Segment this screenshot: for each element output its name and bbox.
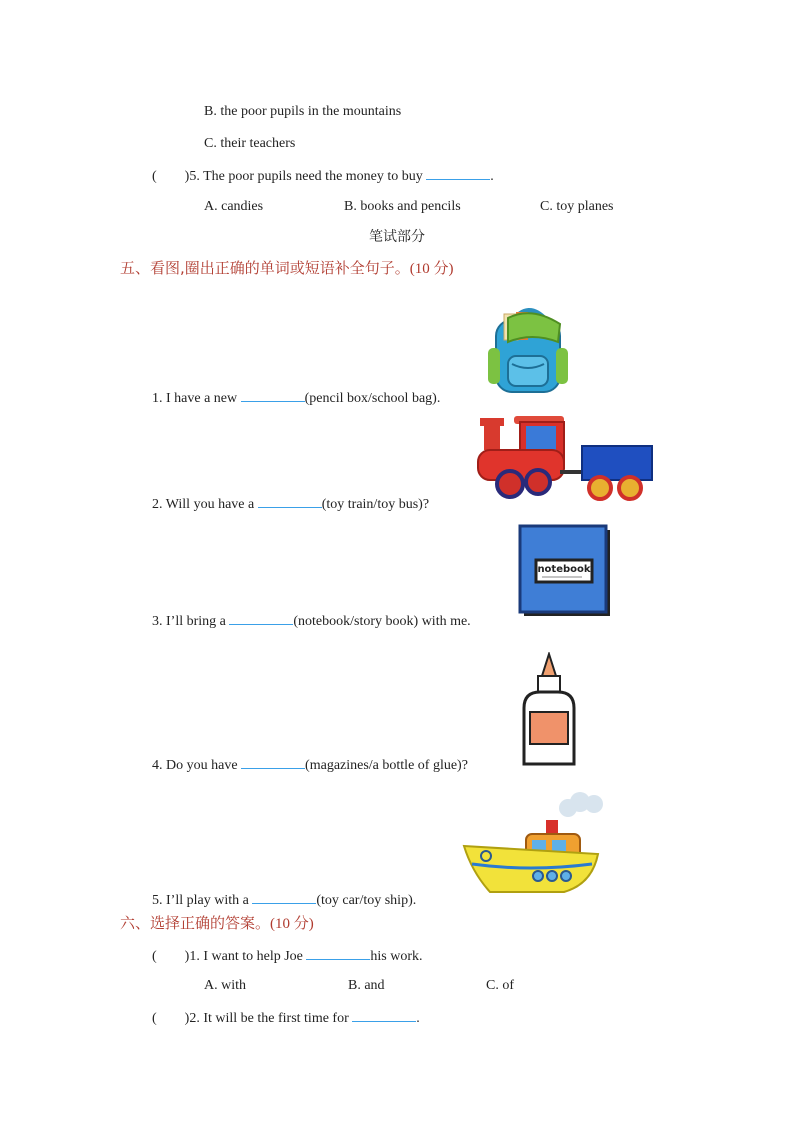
question-stem: The poor pupils need the money to buy xyxy=(203,169,423,184)
answer-paren-open: ( xyxy=(152,169,157,184)
answer-blank[interactable] xyxy=(241,755,305,769)
q4-option-b: B. the poor pupils in the mountains xyxy=(204,104,402,119)
option-b: B. books and pencils xyxy=(344,199,461,214)
part5-item-5 xyxy=(152,890,416,910)
option-c: C. toy planes xyxy=(540,199,614,214)
part6-points: (10 分) xyxy=(270,916,314,932)
written-section-title: 笔试部分 xyxy=(369,229,425,245)
option-a: A. candies xyxy=(204,199,264,214)
item-text-after: (magazines/a bottle of glue)? xyxy=(305,758,468,773)
answer-paren-close: ) xyxy=(184,169,190,184)
answer-paren-open: ( xyxy=(152,949,157,964)
question-number: 5. xyxy=(189,169,200,184)
question-end: his work. xyxy=(370,949,423,964)
part5-item-1 xyxy=(152,388,440,408)
option-c: C. of xyxy=(486,978,514,993)
item-text-after: (pencil box/school bag). xyxy=(304,391,441,406)
answer-blank[interactable] xyxy=(229,611,293,625)
item-text-after: (toy train/toy bus)? xyxy=(321,497,430,512)
question-stem: 2. It will be the first time for xyxy=(189,1011,349,1026)
part5-item-3 xyxy=(152,611,471,631)
option-b: B. and xyxy=(348,978,385,993)
item-text-before: 4. Do you have xyxy=(152,758,238,773)
question-end: . xyxy=(416,1011,420,1026)
toy-train-icon xyxy=(474,410,654,504)
option-a: A. with xyxy=(204,978,246,993)
item-text-before: 5. I’ll play with a xyxy=(152,893,249,908)
question-4-5 xyxy=(152,166,494,186)
part5-heading-text: 五、看图,圈出正确的单词或短语补全句子。 xyxy=(120,259,410,277)
answer-blank[interactable] xyxy=(252,890,316,904)
item-text-before: 3. I’ll bring a xyxy=(152,614,226,629)
part5-item-2 xyxy=(152,494,429,514)
school-bag-icon xyxy=(482,302,574,396)
toy-ship-icon xyxy=(460,792,608,896)
answer-paren-open: ( xyxy=(152,1011,157,1026)
item-text-before: 2. Will you have a xyxy=(152,497,255,512)
question-stem: 1. I want to help Joe xyxy=(189,949,303,964)
answer-paren-close: ) xyxy=(184,1011,190,1026)
answer-blank[interactable] xyxy=(306,946,370,960)
part6-heading-text: 六、选择正确的答案。 xyxy=(120,914,271,932)
part5-item-4 xyxy=(152,755,468,775)
answer-paren-close: ) xyxy=(184,949,190,964)
notebook-cover-label: notebook xyxy=(537,564,591,575)
item-text-before: 1. I have a new xyxy=(152,391,238,406)
notebook-icon xyxy=(518,524,614,618)
answer-blank[interactable] xyxy=(241,388,305,402)
part5-heading xyxy=(120,259,454,278)
part6-question-1 xyxy=(152,946,423,966)
part5-points: (10 分) xyxy=(409,261,454,277)
answer-blank[interactable] xyxy=(426,166,490,180)
part6-question-2 xyxy=(152,1008,420,1028)
item-text-after: (toy car/toy ship). xyxy=(316,893,417,908)
glue-bottle-icon xyxy=(518,652,580,766)
answer-blank[interactable] xyxy=(258,494,322,508)
part6-heading xyxy=(120,914,314,933)
q4-option-c: C. their teachers xyxy=(204,136,296,151)
answer-blank[interactable] xyxy=(352,1008,416,1022)
question-end: . xyxy=(490,169,494,184)
item-text-after: (notebook/story book) with me. xyxy=(293,614,471,629)
